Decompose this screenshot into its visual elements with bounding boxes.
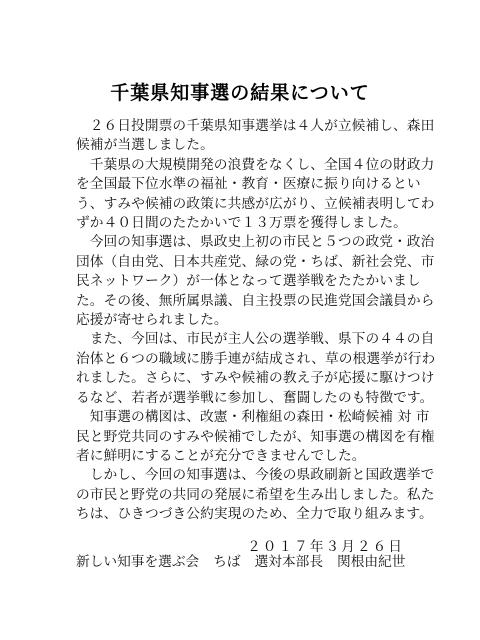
paragraph-4: また、今回は、市民が主人公の選挙戦、県下の４４の自治体と６つの職域に勝手連が結成され、草の根選挙が行われました。さらに、すみや候補の教え子が応援に駆けつけるなど、若者が選挙戦に参加し、奮闘したのも特徴です。: [76, 331, 436, 406]
paragraph-1: ２６日投開票の千葉県知事選挙は４人が立候補し、森田候補が当選しました。: [76, 118, 435, 154]
paragraph-5: 知事選の構図は、改憲・利権組の森田・松崎候補 対 市民と野党共同のすみや候補でしたが、知事選の構図を有権者に鮮明にすることが充分できませんでした。: [76, 409, 435, 464]
paragraph-3: 今回の知事選は、県政史上初の市民と５つの政党・政治団体（自由党、日本共産党、緑の党・ちば、新社会党、市民ネットワーク）が一体となって選挙戦をたたかいました。その後、無所属県議、自主投票の民進党国会議員から応援が寄せられました。: [76, 234, 435, 329]
paragraph-6: しかし、今回の知事選は、今後の県政刷新と国政選挙での市民と野党の共同の発展に希望を生み出しました。私たちは、ひきつづき公約実現のため、全力で取り組みます。: [76, 467, 435, 523]
signature-name: 関根由紀世: [337, 554, 406, 570]
document-title: 千葉県知事選の結果について: [110, 82, 370, 104]
document-body: [76, 117, 436, 525]
signature-line: [76, 553, 416, 572]
paragraph-2: 千葉県の大規模開発の浪費をなくし、全国４位の財政力を全国最下位水準の福祉・教育・医療に振り向けるという、すみや候補の政策に共感が広がり、立候補表明してわずか４０日間のたたかいで１３万票を獲得しました。: [76, 156, 435, 232]
document-date: ２０１７年３月２６日: [247, 539, 404, 555]
signature-department: 選対本部長: [254, 554, 324, 570]
signature-organization: 新しい知事を選ぶ会: [76, 554, 200, 570]
signature-region: ちば: [213, 554, 241, 570]
